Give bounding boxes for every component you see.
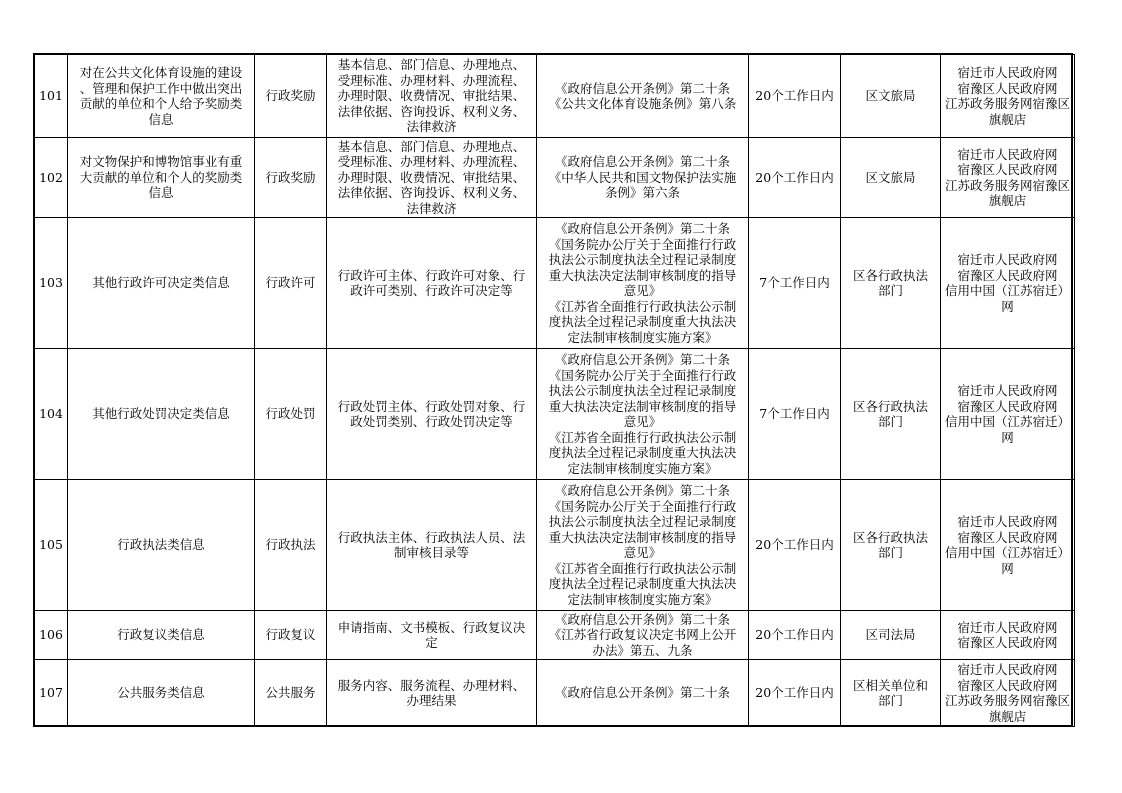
cell-category: 公共服务 xyxy=(255,660,327,727)
cell-basis-line: 《国务院办公厅关于全面推行行政 xyxy=(548,498,737,514)
cell-content-line: 基本信息、部门信息、办理地点、 xyxy=(337,138,526,154)
cell-channel-line: 旗舰店 xyxy=(988,111,1027,127)
cell-basis-line: 《政府信息公开条例》第二十条 xyxy=(554,80,730,96)
cell-number: 107 xyxy=(35,660,68,727)
cell-channel xyxy=(941,55,1075,138)
cell-content-line: 制审核目录等 xyxy=(393,545,469,560)
cell-channel-line: 宿豫区人民政府网 xyxy=(957,529,1058,545)
cell-channel-line: 网 xyxy=(1001,560,1014,576)
cell-content-line: 受理标准、办理材料、办理流程、 xyxy=(337,72,526,88)
table-row xyxy=(35,480,1075,611)
cell-content xyxy=(327,218,537,349)
cell-title xyxy=(68,611,255,660)
cell-title-line: 大贡献的单位和个人的奖励类 xyxy=(79,169,243,185)
cell-title-line: 对文物保护和博物馆事业有重 xyxy=(79,154,243,170)
cell-basis-line: 重大执法决定法制审核制度的指导 xyxy=(548,529,737,545)
cell-channel-line: 宿豫区人民政府网 xyxy=(957,162,1058,177)
table-row xyxy=(35,138,1075,218)
info-disclosure-table xyxy=(34,54,1075,727)
cell-basis-line: 《政府信息公开条例》第二十条 xyxy=(554,685,730,701)
cell-timeframe: 7个工作日内 xyxy=(749,218,841,349)
cell-basis-line: 定法制审核制度实施方案》 xyxy=(567,591,718,607)
cell-content-line: 法律救济 xyxy=(406,119,457,135)
cell-department xyxy=(841,55,941,138)
cell-channel-line: 信用中国（江苏宿迁） xyxy=(944,545,1070,560)
cell-channel-line: 宿迁市人民政府网 xyxy=(957,252,1058,267)
cell-basis-line: 《政府信息公开条例》第二十条 xyxy=(554,483,730,498)
cell-channel xyxy=(941,611,1075,660)
cell-department-line: 部门 xyxy=(877,693,903,708)
cell-channel xyxy=(941,218,1075,349)
cell-content-line: 服务内容、服务流程、办理材料、 xyxy=(337,677,526,693)
cell-category: 行政许可 xyxy=(255,218,327,349)
cell-basis xyxy=(537,611,749,660)
cell-title-line: 贡献的单位和个人给予奖励类 xyxy=(79,96,243,111)
cell-title xyxy=(68,218,255,349)
cell-department xyxy=(841,660,941,727)
cell-category: 行政奖励 xyxy=(255,138,327,218)
cell-title xyxy=(68,349,255,480)
table-row xyxy=(35,55,1075,138)
cell-basis-line: 《江苏省全面推行行政执法公示制 xyxy=(548,560,737,576)
cell-basis-line: 《国务院办公厅关于全面推行行政 xyxy=(548,367,737,383)
cell-channel xyxy=(941,480,1075,611)
cell-department xyxy=(841,611,941,660)
table-row xyxy=(35,611,1075,660)
cell-title xyxy=(68,55,255,138)
cell-department-line: 区各行政执法 xyxy=(852,529,928,545)
cell-basis-line: 《政府信息公开条例》第二十条 xyxy=(554,611,730,627)
cell-number: 104 xyxy=(35,349,68,480)
cell-basis-line: 度执法全过程记录制度重大执法决 xyxy=(548,314,737,329)
cell-category: 行政处罚 xyxy=(255,349,327,480)
cell-title-line: 信息 xyxy=(148,111,174,127)
cell-content-line: 政处罚类别、行政处罚决定等 xyxy=(350,414,513,429)
cell-department-line: 区各行政执法 xyxy=(852,398,928,414)
table-row xyxy=(35,218,1075,349)
cell-content-line: 法律依据、咨询投诉、权利义务、 xyxy=(337,103,526,119)
cell-basis-line: 执法公示制度执法全过程记录制度 xyxy=(548,252,737,267)
cell-content-line: 申请指南、文书模板、行政复议决 xyxy=(337,619,526,635)
cell-channel-line: 信用中国（江苏宿迁） xyxy=(944,414,1070,429)
cell-basis-line: 《政府信息公开条例》第二十条 xyxy=(554,352,730,367)
cell-department-line: 部门 xyxy=(877,283,903,298)
cell-department xyxy=(841,480,941,611)
cell-basis-line: 《公共文化体育设施条例》第八条 xyxy=(548,96,737,111)
cell-channel-line: 宿豫区人民政府网 xyxy=(957,267,1058,283)
cell-department-line: 区文旅局 xyxy=(865,88,916,104)
cell-category: 行政奖励 xyxy=(255,55,327,138)
cell-basis-line: 意见》 xyxy=(623,283,662,298)
cell-department-line: 部门 xyxy=(877,545,903,560)
cell-basis xyxy=(537,480,749,611)
cell-content-line: 基本信息、部门信息、办理地点、 xyxy=(337,57,526,73)
cell-category: 行政执法 xyxy=(255,480,327,611)
cell-content xyxy=(327,480,537,611)
cell-channel-line: 宿迁市人民政府网 xyxy=(957,65,1058,80)
cell-basis-line: 度执法全过程记录制度重大执法决 xyxy=(548,445,737,460)
cell-basis xyxy=(537,660,749,727)
cell-channel-line: 宿豫区人民政府网 xyxy=(957,677,1058,693)
cell-channel-line: 江苏政务服务网宿豫区 xyxy=(944,177,1070,193)
cell-basis-line: 执法公示制度执法全过程记录制度 xyxy=(548,514,737,529)
cell-basis-line: 度执法全过程记录制度重大执法决 xyxy=(548,576,737,591)
cell-content-line: 行政处罚主体、行政处罚对象、行 xyxy=(337,398,526,414)
cell-channel-line: 信用中国（江苏宿迁） xyxy=(944,283,1070,298)
cell-department-line: 区各行政执法 xyxy=(852,267,928,283)
cell-content-line: 政许可类别、行政许可决定等 xyxy=(350,283,513,298)
cell-basis-line: 意见》 xyxy=(623,545,662,560)
cell-content xyxy=(327,349,537,480)
cell-timeframe: 20个工作日内 xyxy=(749,55,841,138)
cell-channel-line: 宿迁市人民政府网 xyxy=(957,662,1058,677)
cell-basis-line: 《政府信息公开条例》第二十条 xyxy=(554,154,730,170)
cell-number: 105 xyxy=(35,480,68,611)
cell-timeframe: 20个工作日内 xyxy=(749,660,841,727)
cell-basis-line: 《政府信息公开条例》第二十条 xyxy=(554,221,730,236)
cell-content xyxy=(327,611,537,660)
cell-channel-line: 宿豫区人民政府网 xyxy=(957,398,1058,414)
cell-basis-line: 执法公示制度执法全过程记录制度 xyxy=(548,383,737,398)
cell-basis-line: 《江苏省全面推行行政执法公示制 xyxy=(548,298,737,314)
cell-channel-line: 宿迁市人民政府网 xyxy=(957,619,1058,635)
cell-content xyxy=(327,55,537,138)
cell-channel-line: 网 xyxy=(1001,298,1014,314)
cell-basis-line: 重大执法决定法制审核制度的指导 xyxy=(548,267,737,283)
cell-channel-line: 江苏政务服务网宿豫区 xyxy=(944,96,1070,111)
cell-basis-line: 定法制审核制度实施方案》 xyxy=(567,329,718,345)
cell-title-line: 信息 xyxy=(148,185,174,201)
cell-title-line: 公共服务类信息 xyxy=(117,685,205,701)
cell-title-line: 行政执法类信息 xyxy=(117,537,205,553)
cell-channel-line: 宿迁市人民政府网 xyxy=(957,514,1058,529)
cell-content xyxy=(327,138,537,218)
cell-channel-line: 网 xyxy=(1001,429,1014,445)
cell-basis xyxy=(537,138,749,218)
cell-channel xyxy=(941,349,1075,480)
cell-timeframe: 20个工作日内 xyxy=(749,480,841,611)
cell-basis-line: 定法制审核制度实施方案》 xyxy=(567,460,718,476)
cell-department-line: 区文旅局 xyxy=(865,169,916,185)
cell-title xyxy=(68,480,255,611)
cell-channel-line: 江苏政务服务网宿豫区 xyxy=(944,693,1070,708)
cell-timeframe: 20个工作日内 xyxy=(749,611,841,660)
cell-content-line: 行政许可主体、行政许可对象、行 xyxy=(337,267,526,283)
cell-category: 行政复议 xyxy=(255,611,327,660)
cell-title xyxy=(68,138,255,218)
cell-channel xyxy=(941,138,1075,218)
cell-content-line: 受理标准、办理材料、办理流程、 xyxy=(337,154,526,170)
cell-title-line: 其他行政处罚决定类信息 xyxy=(92,406,230,422)
cell-department-line: 部门 xyxy=(877,414,903,429)
cell-channel xyxy=(941,660,1075,727)
cell-content-line: 办理时限、收费情况、审批结果、 xyxy=(337,169,526,185)
cell-title-line: 其他行政许可决定类信息 xyxy=(92,275,230,291)
cell-title-line: 对在公共文化体育设施的建设 xyxy=(79,65,243,80)
cell-basis-line: 重大执法决定法制审核制度的指导 xyxy=(548,398,737,414)
cell-content-line: 办理结果 xyxy=(406,693,457,708)
cell-content-line: 办理时限、收费情况、审批结果、 xyxy=(337,88,526,104)
cell-basis-line: 意见》 xyxy=(623,414,662,429)
table-row xyxy=(35,660,1075,727)
cell-channel-line: 宿豫区人民政府网 xyxy=(957,80,1058,96)
cell-basis-line: 《中华人民共和国文物保护法实施 xyxy=(548,169,737,185)
cell-number: 103 xyxy=(35,218,68,349)
cell-department xyxy=(841,218,941,349)
cell-number: 106 xyxy=(35,611,68,660)
cell-title-line: 、管理和保护工作中做出突出 xyxy=(79,80,243,96)
cell-number: 102 xyxy=(35,138,68,218)
cell-timeframe: 7个工作日内 xyxy=(749,349,841,480)
cell-timeframe: 20个工作日内 xyxy=(749,138,841,218)
cell-channel-line: 旗舰店 xyxy=(988,708,1027,724)
cell-basis-line: 办法》第五、九条 xyxy=(592,642,693,658)
cell-channel-line: 宿迁市人民政府网 xyxy=(957,383,1058,398)
cell-content-line: 法律救济 xyxy=(406,200,457,216)
cell-basis xyxy=(537,349,749,480)
cell-department xyxy=(841,349,941,480)
cell-channel-line: 旗舰店 xyxy=(988,193,1027,208)
cell-department xyxy=(841,138,941,218)
cell-basis-line: 条例》第六条 xyxy=(604,185,680,201)
cell-content xyxy=(327,660,537,727)
cell-channel-line: 宿豫区人民政府网 xyxy=(957,635,1058,650)
cell-channel-line: 宿迁市人民政府网 xyxy=(957,146,1058,162)
table-row xyxy=(35,349,1075,480)
cell-basis xyxy=(537,55,749,138)
cell-department-line: 区相关单位和 xyxy=(852,677,928,693)
cell-title xyxy=(68,660,255,727)
cell-basis xyxy=(537,218,749,349)
cell-content-line: 行政执法主体、行政执法人员、法 xyxy=(337,529,526,545)
cell-basis-line: 《江苏省全面推行行政执法公示制 xyxy=(548,429,737,445)
cell-content-line: 法律依据、咨询投诉、权利义务、 xyxy=(337,185,526,201)
cell-content-line: 定 xyxy=(425,635,438,650)
cell-department-line: 区司法局 xyxy=(865,627,916,643)
cell-basis-line: 《江苏省行政复议决定书网上公开 xyxy=(548,627,737,643)
cell-number: 101 xyxy=(35,55,68,138)
cell-basis-line: 《国务院办公厅关于全面推行行政 xyxy=(548,236,737,252)
cell-title-line: 行政复议类信息 xyxy=(117,627,205,643)
